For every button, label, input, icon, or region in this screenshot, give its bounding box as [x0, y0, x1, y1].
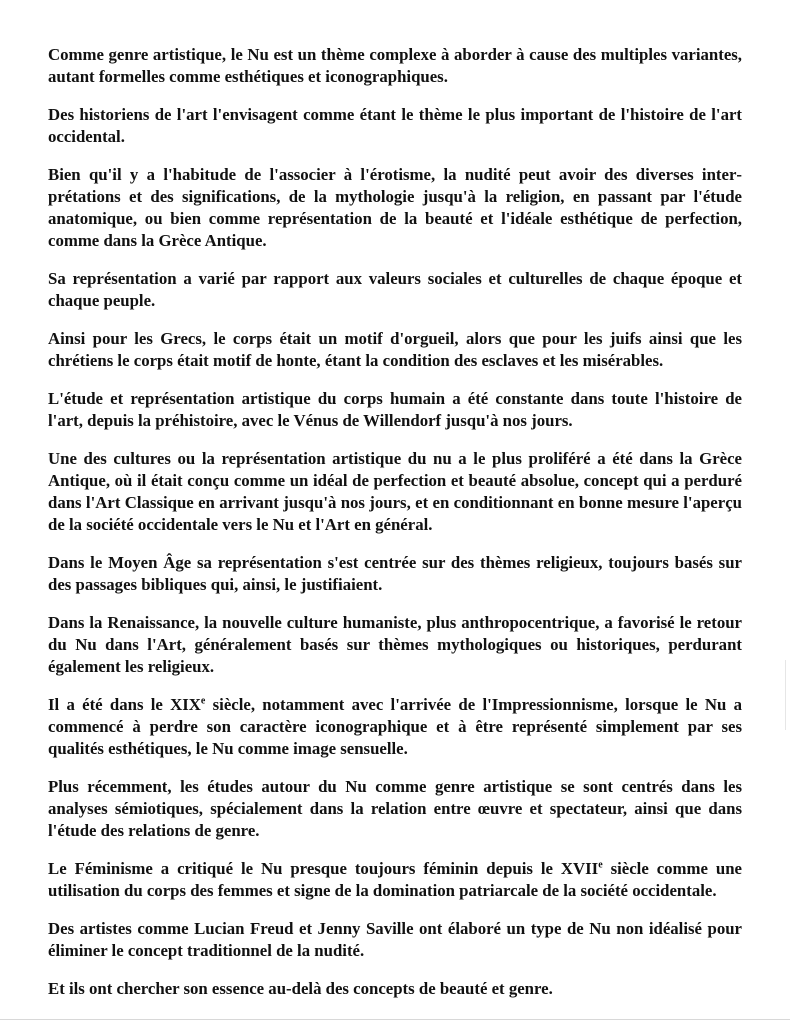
- paragraph-text: siècle, notamment avec l'arrivée de l'Impressionnisme, lorsque le Nu a commencé à perdre son caractère iconographique et à être représenté simplement par ses qualités esthétiques, le Nu comme image sensuelle.: [48, 695, 742, 758]
- paragraph-text: Bien qu'il y a l'habitude de l'associer à l'érotisme, la nudité peut avoir des diverses interprétations et des significations, de la mythologie jusqu'à la religion, en passant par l'étude anatomique, ou bien comme représentation de la beauté et l'idéale esthétique de perfection, comme dans la Grèce Antique.: [48, 165, 742, 250]
- document-body: [48, 44, 742, 1016]
- paragraph: [48, 388, 742, 432]
- paragraph-text: Ainsi pour les Grecs, le corps était un motif d'orgueil, alors que pour les juifs ainsi que les chrétiens le corps était motif de honte, étant la condition des esclaves et les misérables.: [48, 329, 742, 370]
- paragraph-text: Il a été dans le XIX: [48, 695, 201, 714]
- paragraph: [48, 858, 742, 902]
- paragraph: [48, 448, 742, 536]
- paragraph: [48, 104, 742, 148]
- paragraph-text: Dans le Moyen Âge sa représentation s'est centrée sur des thèmes religieux, toujours basés sur des passages bibliques qui, ainsi, le justifiaient.: [48, 553, 742, 594]
- paragraph-text: Sa représentation a varié par rapport aux valeurs sociales et culturelles de chaque époque et chaque peuple.: [48, 269, 742, 310]
- paragraph-text: L'étude et représentation artistique du corps humain a été constante dans toute l'histoire de l'art, depuis la préhistoire, avec le Vénus de Willendorf jusqu'à nos jours.: [48, 389, 742, 430]
- paragraph: [48, 552, 742, 596]
- paragraph-text: Comme genre artistique, le Nu est un thème complexe à aborder à cause des multiples variantes, autant formelles comme esthétiques et iconographiques.: [48, 45, 742, 86]
- paragraph-text: Des historiens de l'art l'envisagent comme étant le thème le plus important de l'histoire de l'art occidental.: [48, 105, 742, 146]
- paragraph-text: Une des cultures ou la représentation artistique du nu a le plus proliféré a été dans la Grèce Antique, où il était conçu comme un idéal de perfection et beauté absolue, concept qui a perduré dans l'Art Classique en arrivant jusqu'à nos jours, et en conditionnant en bonne mesure l'aperçu de la société occidentale vers le Nu et l'Art en général.: [48, 449, 742, 534]
- superscript: e: [598, 859, 603, 871]
- paragraph: [48, 776, 742, 842]
- page-edge-line: [0, 1019, 790, 1020]
- paragraph: [48, 978, 742, 1000]
- paragraph: [48, 328, 742, 372]
- paragraph: [48, 268, 742, 312]
- paragraph-text: Le Féminisme a critiqué le Nu presque toujours féminin depuis le XVII: [48, 859, 599, 878]
- scan-artifact: [785, 660, 786, 730]
- paragraph-text: Plus récemment, les études autour du Nu comme genre artistique se sont centrés dans les analyses sémiotiques, spécialement dans la relation entre œuvre et spectateur, ainsi que dans l'étude des relations de genre.: [48, 777, 742, 840]
- paragraph-text: Et ils ont chercher son essence au-delà des concepts de beauté et genre.: [48, 979, 553, 998]
- paragraph: [48, 694, 742, 760]
- paragraph-text: siècle comme une utilisation du corps des femmes et signe de la domination patriarcale de la société occidentale.: [48, 859, 742, 900]
- paragraph: [48, 918, 742, 962]
- paragraph: [48, 612, 742, 678]
- paragraph: [48, 44, 742, 88]
- superscript: e: [200, 695, 206, 707]
- paragraph-text: Dans la Renaissance, la nouvelle culture humaniste, plus anthropocentrique, a favorisé le retour du Nu dans l'Art, généralement basés sur thèmes mythologiques ou historiques, perdurant également les religieux.: [48, 613, 742, 676]
- paragraph-text: Des artistes comme Lucian Freud et Jenny Saville ont élaboré un type de Nu non idéalisé pour éliminer le concept traditionnel de la nudité.: [48, 919, 742, 960]
- paragraph: [48, 164, 742, 252]
